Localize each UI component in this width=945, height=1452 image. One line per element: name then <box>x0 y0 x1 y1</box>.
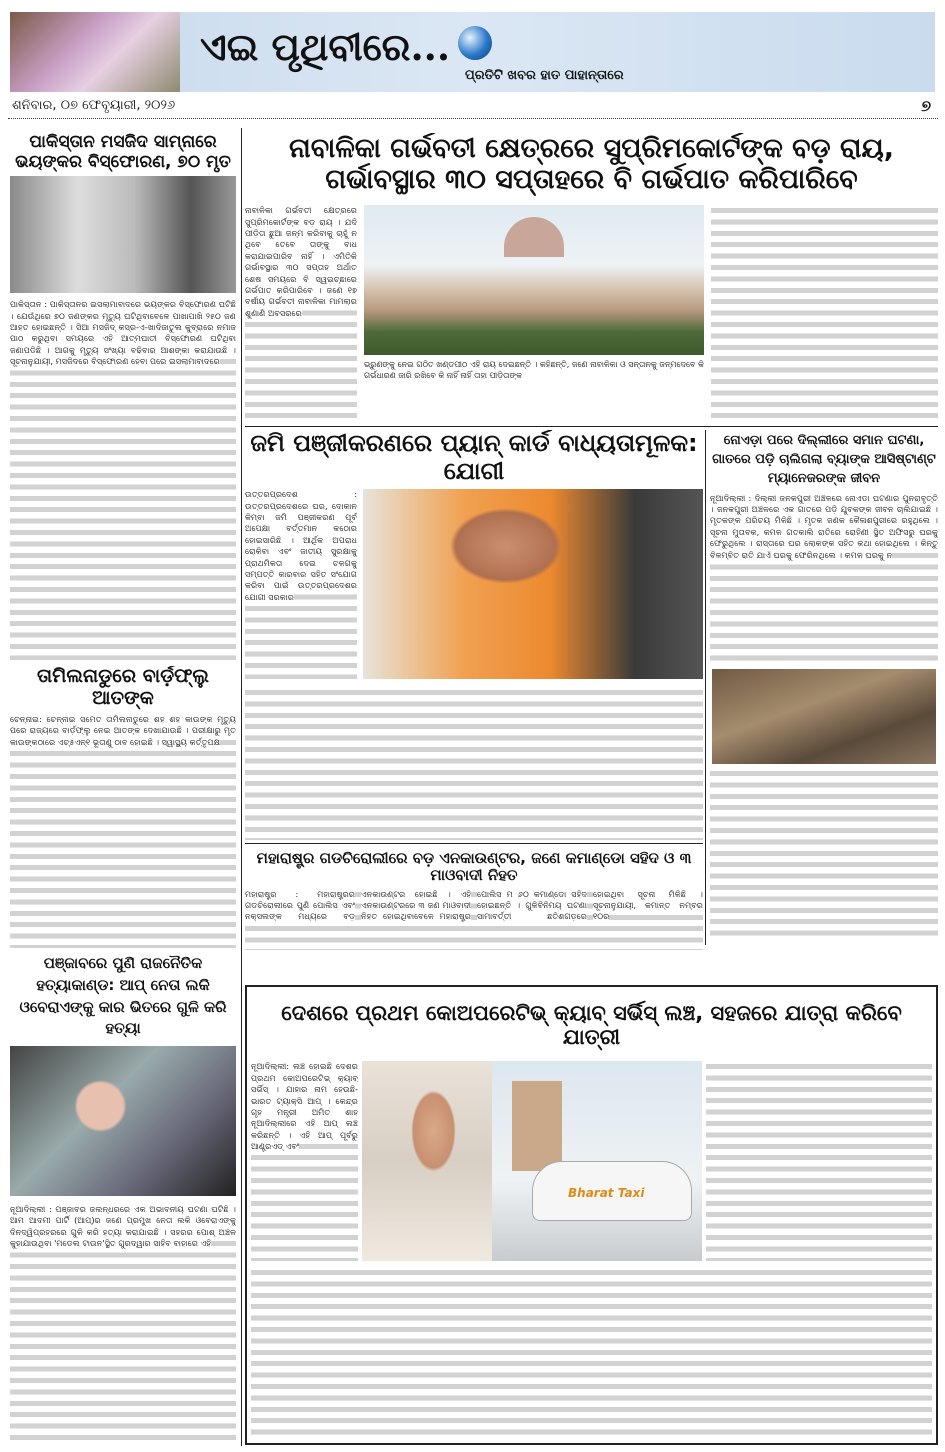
taxi-car <box>532 1161 692 1221</box>
money-photo <box>10 12 180 92</box>
yogi-article <box>245 430 703 840</box>
punjab-article <box>8 953 238 1445</box>
issue-date: ଶନିବାର, ୦୭ ଫେବୃୟାରୀ, ୨୦୨୬ <box>12 98 176 113</box>
noida-body: ନୂଆଦିଲ୍ଲୀ : ଦିଲ୍ଲୀ ଜନକପୁରୀ ଅଞ୍ଚଳରେ ନୋଏଡା ଘଟଣାର ପୁନରାବୃତ୍ତି । ଜନକପୁରୀ ଅଞ୍ଚଳରେ ଏକ ଗାତରେ ପଡ଼ି ଯୁବକଙ୍କ ଜୀବନ ଚାଲିଯାଇଛି । ମୃତକଙ୍କ ପରିଚୟ ମିଳିଛି । ମୃତକ ଜଣକ କୈଳାଶପୁରୀରେ ରହୁଥିଲେ । ସୂଚନା ମୁତାବକ, କମଳ ଗତକାଲି ରାତିରେ ରୋହିଣୀ ସ୍ଥିତ ଅଫିସରୁ ଘରକୁ ଫେରୁଥିଲେ । ରାସ୍ତାରେ ଘର ଲୋକଙ୍କ ସହିତ କଥା ହୋଇଥିଲେ । କିନ୍ତୁ ବିଳମ୍ବିତ ରାତି ଯାଏଁ ଘରକୁ ଫେରିନଥିଲେ । କମଳ ଘରକୁ ନ <box>710 493 938 665</box>
cab-service-article <box>245 985 938 1445</box>
divider <box>245 843 703 844</box>
divider <box>245 426 938 427</box>
supreme-court-body: ନାବାଳିକା ଗର୍ଭବତୀ କ୍ଷେତ୍ରରେ ସୁପ୍ରିମକୋର୍ଟଙ୍କ ବଡ଼ ରାୟ । ଯଦି ପୀଡ଼ିତା ଛୁଆ ଜନ୍ମ କରିବାକୁ ଚାହୁଁ ନ ଥିବେ ତେବେ ତାଙ୍କୁ ବାଧ କରାଯାଇପାରିବ ନାହିଁ । ଏମିତିକି ଗର୍ଭାବସ୍ଥାର ୩୦ ସପ୍ତାହ ଅର୍ଥାତ ଶେଷ ସମୟରେ ବି ସ୍ୱଇଚ୍ଛାରେ ଗର୍ଭପାତ କରିପାରିବେ । ଜଣେ ୧୭ ବର୍ଷୀୟ ଗର୍ଭବତୀ ନାବାଳିକା ମାମଲାର ଶୁଣାଣି ଅବସରରେ <box>245 205 357 423</box>
noida-pit-photo <box>712 669 936 764</box>
pakistan-body: ପାକିସ୍ତାନ : ପାକିସ୍ତାନର ଇସଲାମାବାଦରେ ଭୟଙ୍କର ବିସ୍ଫୋରଣ ଘଟିଛି । ଯେଉଁଥିରେ ୭୦ ଜଣଙ୍କର ମୃତ୍ୟୁ ଘଟିଥିବାବେଳେ ପାଖାପାଖି ୨୫୦ ଜଣ ଆହତ ହୋଇଛନ୍ତି । ସିଆ ମସଜିଦ୍ କସ୍ର-ଏ-ଖାଦିଜାତୁଲ କୁବ୍ରାରେ ନମାଜ ପାଠ କରୁଥିବା ସମୟରେ ଏହି ଆତ୍ମଘାତୀ ବିସ୍ଫୋରଣ ଘଟିଥିବା ଜଣାପଡିଛି । ଆଗକୁ ମୃତ୍ୟୁ ସଂଖ୍ୟା ବଢିବାର ଆଶଙ୍କା କରାଯାଉଛି । ସୂଚନାନୁଯାୟୀ, ମସଜିଦରେ ବିସ୍ଫୋରଣ ହେବା ପରେ ଇସଲାମାବାଦରେ <box>10 299 236 660</box>
supreme-court-caption: ଭ୍ରୁଣଙ୍କୁ ନେଇ ଗଠିତ ଖଣ୍ଡପୀଠ ଏହି ରାୟ ଦେଇଛନ୍ତି । କହିଛନ୍ତି, ଜଣେ ନାବାଳିକା ଓ ସନ୍ତାନକୁ ଜନ୍ମଦେବେ କି ଗର୍ଭଧାରଣ ଜାରି ରଖିବେ କି ନାହିଁ ନାହିଁ ତାହା ପୀଡ଼ିତାଙ୍କ <box>364 360 704 381</box>
masthead-title: ଏଇ ପୃଥିବୀରେ... <box>200 24 451 69</box>
cab-service-body-bottom <box>251 1267 932 1439</box>
yogi-body: ଉତ୍ତରପ୍ରଦେଶ : ଉତ୍ତରପ୍ରଦେଶରେ ଘର, ଦୋକାନ କିମ୍ବା ଜମି ପଞ୍ଜୀକରଣ ପୂର୍ବ ଅପେକ୍ଷା ବର୍ତ୍ତମାନ କଠୋର ହୋଇସାରିଛି । ଆର୍ଥିକ ଅପରାଧ ରୋକିବା ଏବଂ ଜାତୀୟ ସୁରକ୍ଷାକୁ ପ୍ରାଥମିକତା ଦେଇ ଚଳଗକୁ ସମ୍ପତ୍ତି କାରବାର ସହିତ ସଂଯୋଗ କରିବା ପାଇଁ ଉତ୍ତରପ୍ରଦେଶର ଯୋଗୀ ସରକାର <box>245 489 357 679</box>
noida-article <box>710 432 938 940</box>
supreme-court-article <box>245 133 938 423</box>
punjab-car-photo <box>10 1046 236 1196</box>
maharashtra-body: ମହାରାଷ୍ଟ୍ର : ମହାରାଷ୍ଟ୍ରର ଗଡଚିରୋଲୀରେ ପୁଣି ପୋଲିସ ଏବଂ ନକ୍ସଲଙ୍କ ମଧ୍ୟରେ ବଡ଼ ଏନକାଉଣ୍ଟର ହୋଇଛି । ଏହି ଏନକାଉଣ୍ଟରରେ ୩ ଜଣ ମାଓବାଦୀ ନିହତ ହୋଇଥିବାବେଳେ ମହାରାଷ୍ଟ୍ର ପୋଲିସ ମ ୬୦ କମାଣ୍ଡୋ ସହିଦ ହୋଇଛନ୍ତି । ଗୁଳିବିନିମୟ ଘଟଣା ସାମାବର୍ତ୍ତୀ ଛତିଶଗଡ଼ରେ ହୋଇଥିବା ସୂଚନା ମିଳିଛି । ସୂଚନାନୁଯାୟୀ, କମାନ୍ତ ନମ୍ବର ୧୦ର <box>245 889 703 951</box>
taxi-logo-text: Bharat Taxi <box>568 1186 645 1201</box>
india-gate <box>512 1081 562 1171</box>
noida-headline: ନୋଏଡ଼ା ପରେ ଦିଲ୍ଲୀରେ ସମାନ ଘଟଣା, ଗାତରେ ପଡ଼ି ଚାଲିଗଲା ବ୍ୟାଙ୍କ ଆସିଷ୍ଟାଣ୍ଟ ମ୍ୟାନେଜରଙ୍କ ଜୀବନ <box>712 433 936 486</box>
headline-line: ଗର୍ଭାବସ୍ଥାର ୩୦ ସପ୍ତାହରେ ବି ଗର୍ଭପାତ କରିପାରିବେ <box>325 164 858 196</box>
globe-icon <box>458 26 492 60</box>
supreme-court-photo <box>364 205 704 355</box>
punjab-headline: ପଞ୍ଜାବରେ ପୁଣି ରାଜନୈତିକ ହତ୍ୟାକାଣ୍ଡ: ଆପ୍ ନେତା ଲକି ଓବେରାଏଙ୍କୁ କାର ଭିତରେ ଗୁଳି କରି ହତ୍ୟା <box>19 954 227 1038</box>
masthead-tagline: ପ୍ରତିଟି ଖବର ହାତ ପାହାନ୍ତାରେ <box>465 68 624 83</box>
yogi-body-continued <box>245 687 703 840</box>
header-divider <box>8 118 938 119</box>
cab-service-body-continued <box>706 1061 932 1261</box>
cab-launch-photo <box>362 1061 702 1261</box>
noida-body-continued <box>710 768 938 940</box>
pakistan-article <box>8 133 238 660</box>
yogi-photo <box>363 489 703 679</box>
supreme-court-headline <box>245 133 938 199</box>
headline-line: ନାବାଳିକା ଗର୍ଭବତୀ କ୍ଷେତ୍ରରେ ସୁପ୍ରିମକୋର୍ଟଙ୍କ ବଡ଼ ରାୟ, <box>288 133 894 164</box>
masthead <box>10 12 935 92</box>
page-number: ୭ <box>921 96 931 115</box>
column-divider <box>705 430 706 945</box>
column-divider <box>241 128 242 1446</box>
yogi-headline: ଜମି ପଞ୍ଜୀକରଣରେ ପ୍ୟାନ୍ କାର୍ଡ ବାଧ୍ୟତାମୂଳକ: ଯୋଗୀ <box>250 430 698 485</box>
tamilnadu-headline: ତାମିଲନାଡୁରେ ବାର୍ଡ଼ଫ୍ଲୁ ଆତଙ୍କ <box>37 666 209 709</box>
pakistan-headline: ପାକିସ୍ତାନ ମସଜିଦ ସାମ୍ନାରେ ଭୟଙ୍କର ବିସ୍ଫୋରଣ, ୭୦ ମୃତ <box>15 133 231 172</box>
maharashtra-headline: ମହାରାଷ୍ଟ୍ର ଗଡଚିରୋଲୀରେ ବଡ଼ ଏନକାଉଣ୍ଟର, ଜଣେ କମାଣ୍ଡୋ ସହିଦ ଓ ୩ ମାଓବାଦୀ ନିହତ <box>256 850 692 885</box>
tamilnadu-article <box>8 666 238 948</box>
minister-photo <box>362 1061 492 1261</box>
maharashtra-article <box>245 850 703 950</box>
supreme-court-body-continued <box>711 205 938 423</box>
cab-service-headline: ଦେଶରେ ପ୍ରଥମ କୋଅପରେଟିଭ୍ କ୍ୟାବ୍ ସର୍ଭିସ୍ ଲଞ୍ଚ, ସହଜରେ ଯାତ୍ରା କରିବେ ଯାତ୍ରୀ <box>281 1001 902 1050</box>
punjab-body: ନୂଆଦିଲ୍ଲୀ : ପଞ୍ଜାବର ଜଲନ୍ଧରରେ ଏକ ଅଭାବନୀୟ ଘଟଣା ଘଟିଛି । ଆମ ଆଦମୀ ପାର୍ଟି (ଆପ୍)ର ଜଣେ ପ୍ରମୁଖ ନେତା ଲକି ଓବେରାଏଙ୍କୁ ଦିନଦ୍ୱିପ୍ରହରରେ ଗୁଳି କରି ହତ୍ୟା କରାଯାଇଛି । ସହରର ପୋଶ୍ ଅଞ୍ଚଳ କୁହାଯାଉଥିବା 'ମଡେଲ ଟାଉନ'ସ୍ଥିତ ଗୁରଦ୍ୱାର ସାହିବ ବାହାରେ ଏହି <box>10 1204 236 1445</box>
tamilnadu-body: ଚେନ୍ନାଇ: ଚେନ୍ନାଇ ସମେତ ତାମିଲନାଡୁରେ ଶହ ଶହ କାଉଙ୍କ ମୃତ୍ୟୁ ପରେ ରାଜ୍ୟରେ ବାର୍ଡ଼ଫ୍ଲୁ ନେଇ ଆତଙ୍କ ଦେଖାଯାଉଛି । ପରୀକ୍ଷାରୁ ମୃତ କାଉଙ୍କଠାରେ ଏଚ୍୫ଏନ୍୧ ଭୂତାଣୁ ଠାବ ହୋଇଛି । ସ୍ୱାସ୍ଥ୍ୟ କର୍ତ୍ତୃପକ୍ଷ <box>10 714 236 948</box>
cab-service-body: ନୂଆଦିଲ୍ଲୀ: ଲଞ୍ଚ ହୋଇଛି ଦେଶର ପ୍ରଥମ କୋଅପରେଟିଭ୍ କ୍ୟାବ୍ ସର୍ଭିସ୍ । ଯାହାର ନାମ ହେଉଛି- ଭାରତ ଟ୍ୟାକ୍ସି ଆପ୍ । କେନ୍ଦ୍ର ଗୃହ ମନ୍ତ୍ରୀ ଅମିତ ଶାହ ନୂଆଦିଲ୍ଲୀରେ ଏହି ଆପ୍ ଲଞ୍ଚ କରିଛନ୍ତି । ଏହି ଆପ୍ ପୂର୍ବରୁ ଆଣ୍ଡ୍ରଏଡ୍ ଏବଂ <box>251 1061 358 1261</box>
pakistan-blast-photo <box>10 176 236 293</box>
